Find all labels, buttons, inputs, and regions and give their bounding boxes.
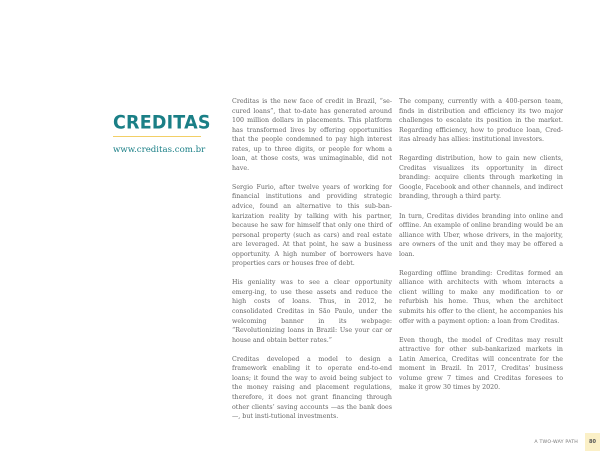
page-number: 80 [585,433,600,451]
paragraph: His geniality was to see a clear opportunity emerg-ing, to use these assets and reduce the high costs of loans. Thus, in 2012, he consolidated Creditas in São Paulo, under the welcoming banner in its webpage: “Revolutionizing loans in Brazil: Use your car or house and obtain better rates.” [232,279,392,344]
paragraph: Regarding offline branding: Creditas formed an alliance with architects with whom interacts a client willing to make any modification to or refurbish his home. Thus, when the architect submits his offer to the client, he accompanies his offer with a payment option: a loan from Creditas. [399,269,563,325]
brand-website-link[interactable]: www.creditas.com.br [113,145,206,155]
text-column-right [399,97,563,403]
page-footer [534,433,600,451]
brand-block [113,112,211,155]
brand-logo-wordmark: CREDITAS [113,112,211,134]
paragraph: The company, currently with a 400-person team, finds in distribution and efficiency its two major challenges to escalate its position in the market. Regarding efficiency, how to produce loan, Cred-itas already has allies: institutional investors. [399,98,563,144]
paragraph: Even though, the model of Creditas may result attractive for other sub-bankarized markets in Latin America, Creditas will concentrate for the moment in Brazil. In 2017, Creditas’ business volume grew 7 times and Creditas foresees to make it grow 30 times by 2020. [399,336,563,392]
text-column-left [232,97,392,431]
brand-divider [113,136,201,137]
paragraph: Creditas developed a model to design a framework enabling it to operate end-to-end loans; it found the way to avoid being subject to the money raising and placement regulations, therefore, it does not grant financing through other clients’ saving accounts —as the bank does—, but insti-tutional investments. [232,355,392,421]
paragraph: Creditas is the new face of credit in Brazil, “se-cured loans”, that to-date has generated around 100 million dollars in placements. This platform has transformed lives by offering opportunities that the people condemned to pay high interest rates, up to three digits, or people for whom a loan, at those costs, was unimaginable, did not have. [232,98,392,172]
paragraph: In turn, Creditas divides branding into online and offline. An example of online branding would be an alliance with Uber, whose drivers, in the majority, are owners of the unit and they may be offered a loan. [399,212,563,258]
paragraph: Sergio Furio, after twelve years of working for financial institutions and providing strategic advice, found an alternative to this sub-ban-karization reality by talking with his partner, because he saw for himself that only one third of personal property (such as cars) and real estate are leveraged. At that point, he saw a business opportunity. A high number of borrowers have properties cars or houses free of debt. [232,183,392,268]
section-label: A TWO-WAY PATH [534,439,578,445]
paragraph: Regarding distribution, how to gain new clients, Creditas visualizes its opportunity in direct branding: acquire clients through marketing in Google, Facebook and other channels, and indirect branding, through a third party. [399,155,563,201]
